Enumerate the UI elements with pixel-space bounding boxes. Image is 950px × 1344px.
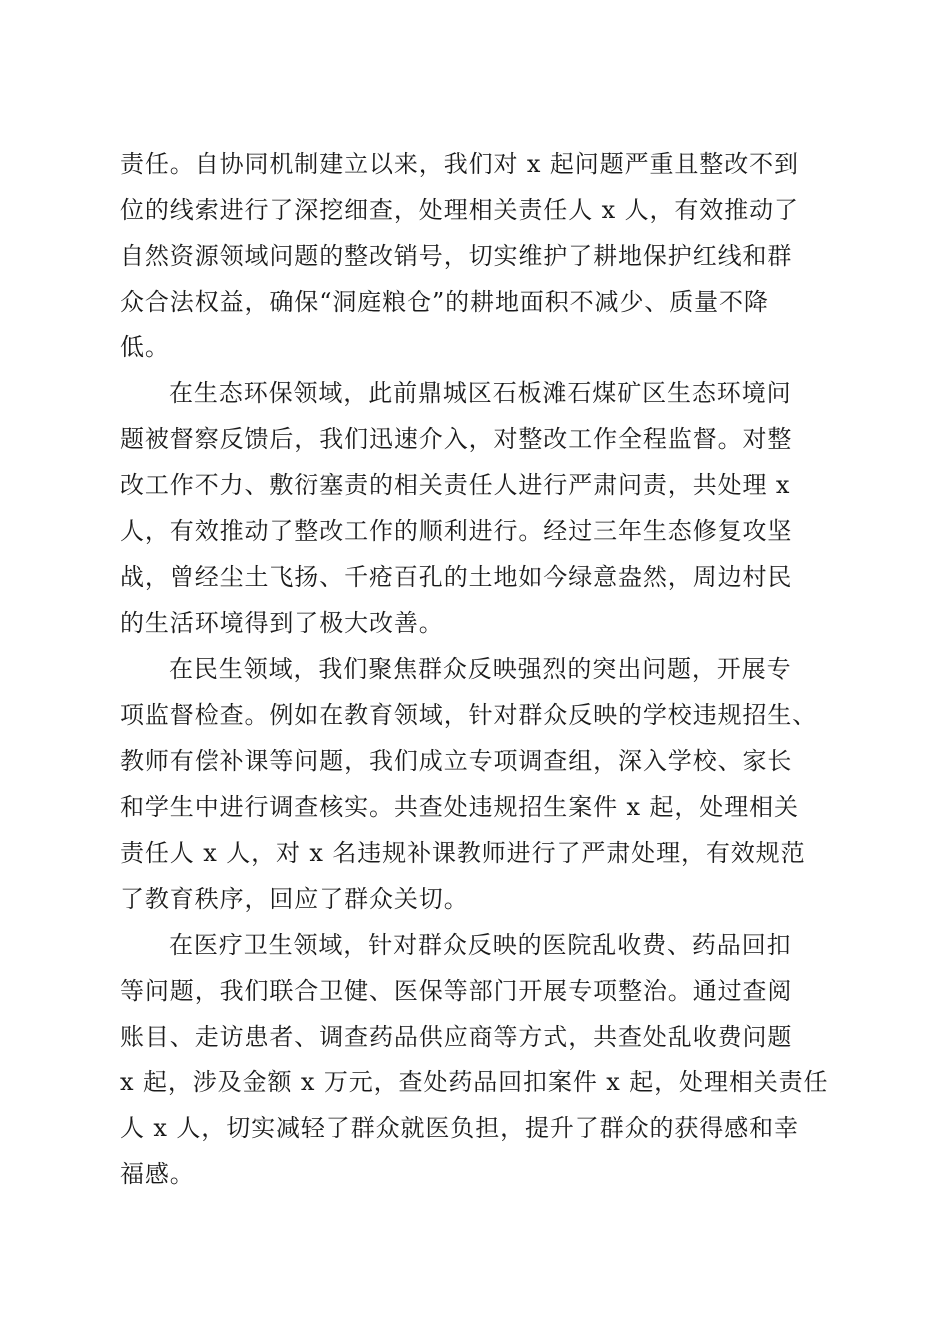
- text-line: 题被督察反馈后，我们迅速介入，对整改工作全程监督。对整: [120, 425, 793, 453]
- text-line: 自然资源领域问题的整改销号，切实维护了耕地保护红线和群: [120, 242, 793, 270]
- text-line: 众合法权益，确保“洞庭粮仓”的耕地面积不减少、质量不降: [120, 288, 769, 316]
- paragraph-first-line: 在医疗卫生领域，针对群众反映的医院乱收费、药品回扣: [169, 931, 792, 959]
- text-line: 的生活环境得到了极大改善。: [120, 609, 444, 637]
- paragraph-first-line: 在民生领域，我们聚焦群众反映强烈的突出问题，开展专: [169, 655, 792, 683]
- text-line: 福感。: [120, 1160, 195, 1188]
- text-line: 账目、走访患者、调查药品供应商等方式，共查处乱收费问题: [120, 1023, 793, 1051]
- text-line: 人 x 人，切实减轻了群众就医负担，提升了群众的获得感和幸: [120, 1114, 799, 1142]
- text-line: 位的线索进行了深挖细查，处理相关责任人 x 人，有效推动了: [120, 196, 799, 224]
- paragraph-first-line: 在生态环保领域，此前鼎城区石板滩石煤矿区生态环境问: [169, 379, 792, 407]
- text-line: 改工作不力、敷衍塞责的相关责任人进行严肃问责，共处理 x: [120, 471, 791, 499]
- text-line: 教师有偿补课等问题，我们成立专项调查组，深入学校、家长: [120, 747, 793, 775]
- text-line: 低。: [120, 333, 170, 361]
- text-line: 等问题，我们联合卫健、医保等部门开展专项整治。通过查阅: [120, 977, 793, 1005]
- text-line: 责任。自协同机制建立以来，我们对 x 起问题严重且整改不到: [120, 150, 799, 178]
- text-line: 和学生中进行调查核实。共查处违规招生案件 x 起，处理相关: [120, 793, 799, 821]
- text-line: x 起，涉及金额 x 万元，查处药品回扣案件 x 起，处理相关责任: [120, 1068, 829, 1096]
- text-line: 了教育秩序，回应了群众关切。: [120, 885, 469, 913]
- text-line: 人，有效推动了整改工作的顺利进行。经过三年生态修复攻坚: [120, 517, 793, 545]
- text-line: 战，曾经尘土飞扬、千疮百孔的土地如今绿意盎然，周边村民: [120, 563, 793, 591]
- text-line: 责任人 x 人，对 x 名违规补课教师进行了严肃处理，有效规范: [120, 839, 806, 867]
- text-line: 项监督检查。例如在教育领域，针对群众反映的学校违规招生、: [120, 701, 818, 729]
